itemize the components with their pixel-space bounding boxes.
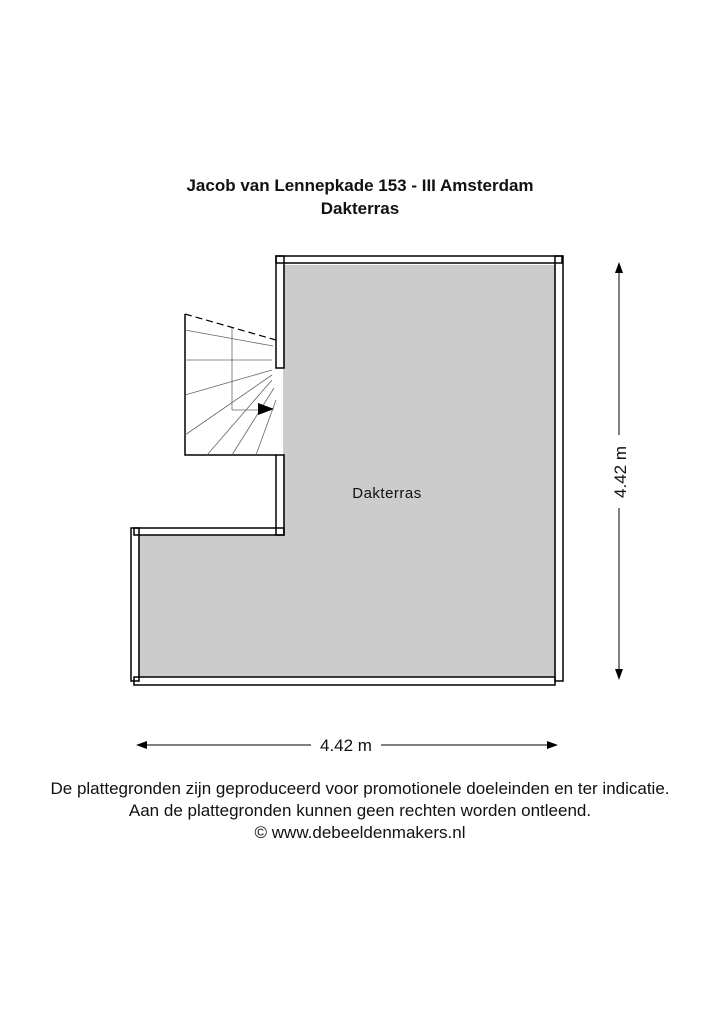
floor-name: Dakterras bbox=[320, 199, 400, 218]
height-arrow-bottom bbox=[615, 669, 623, 680]
height-dimension bbox=[611, 262, 630, 680]
width-dimension-label: 4.42 m bbox=[320, 736, 372, 755]
wall-inner-vertical-upper bbox=[276, 256, 284, 368]
wall-top bbox=[276, 256, 562, 263]
width-arrow-right bbox=[547, 741, 558, 749]
staircase bbox=[185, 314, 276, 455]
copyright-line: © www.debeeldenmakers.nl bbox=[254, 823, 466, 842]
wall-inner-horizontal bbox=[134, 528, 284, 535]
wall-right bbox=[555, 256, 563, 681]
width-arrow-left bbox=[136, 741, 147, 749]
disclaimer-line-2: Aan de plattegronden kunnen geen rechten worden ontleend. bbox=[128, 801, 592, 820]
stair-outline bbox=[185, 314, 276, 455]
height-dimension-label: 4.42 m bbox=[611, 446, 630, 498]
disclaimer-line-1: De plattegronden zijn geproduceerd voor promotionele doeleinden en ter indicatie. bbox=[50, 779, 670, 798]
terrace-floor bbox=[138, 265, 556, 677]
stair-cut-line bbox=[185, 314, 276, 340]
width-dimension bbox=[136, 736, 558, 755]
wall-left-lower bbox=[131, 528, 139, 681]
wall-bottom bbox=[134, 677, 555, 685]
wall-inner-vertical-lower bbox=[276, 455, 284, 535]
plan-title: Jacob van Lennepkade 153 - III Amsterdam bbox=[186, 176, 534, 195]
height-arrow-top bbox=[615, 262, 623, 273]
room-label: Dakterras bbox=[352, 485, 422, 502]
